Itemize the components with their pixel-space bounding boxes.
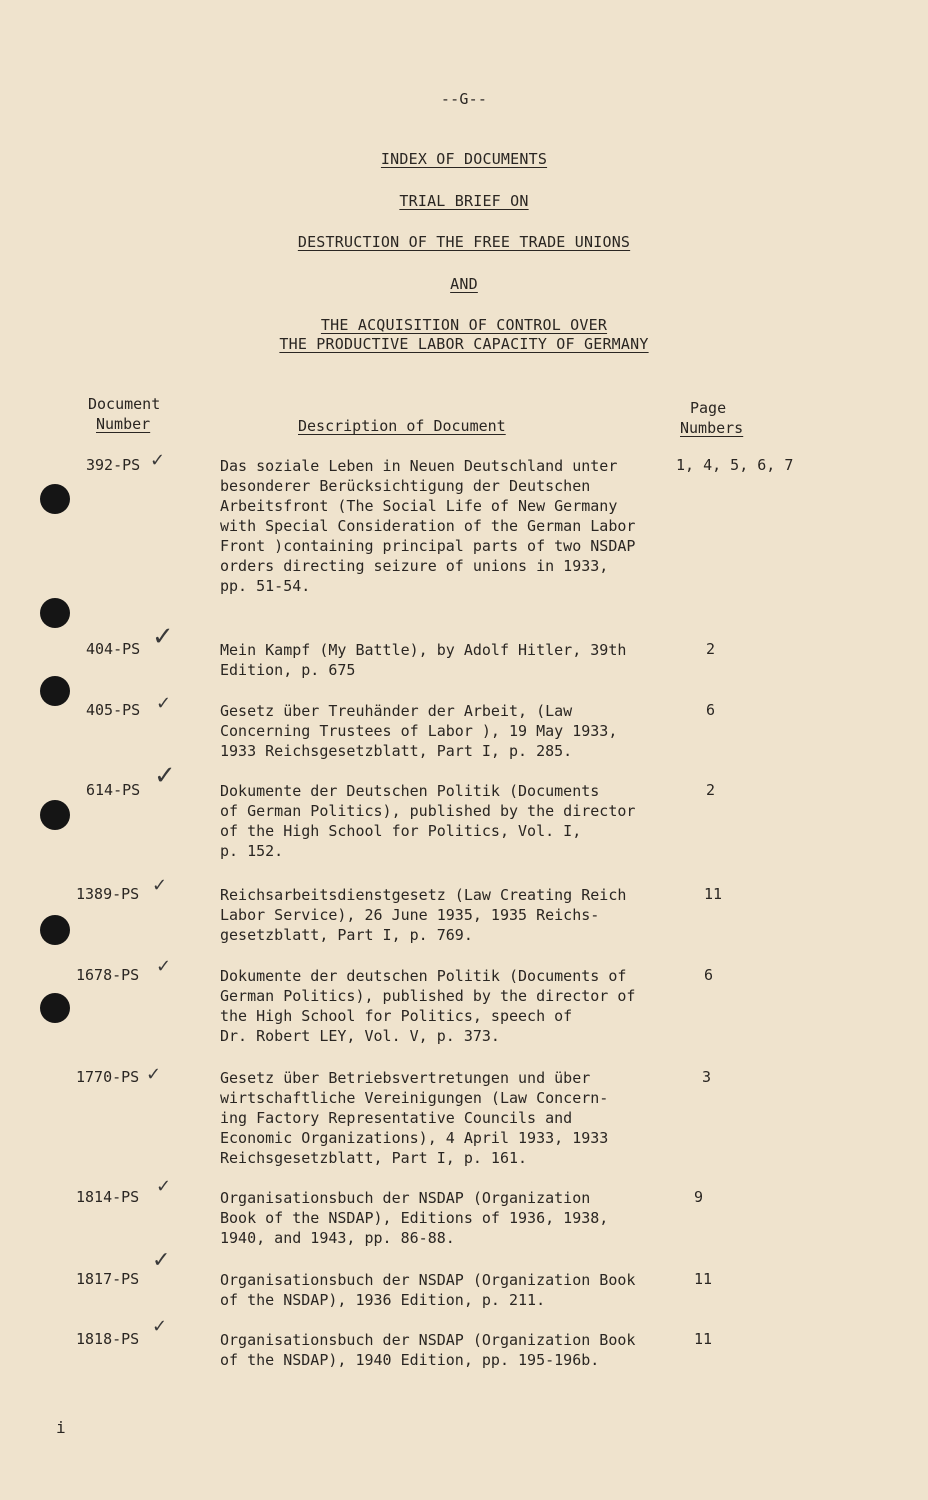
heading-index: INDEX OF DOCUMENTS <box>380 150 548 168</box>
doc-description: Organisationsbuch der NSDAP (Organization Book of the NSDAP), 1940 Edition, pp. 195-196b. <box>220 1331 636 1369</box>
doc-description: Gesetz über Betriebsvertretungen und über wirtschaftliche Vereinigungen (Law Concern- ing Factory Representative Councils and Economic Organizations), 4 April 1933, 1933 Reichsgesetzblatt, Part I, p. 161. <box>220 1069 609 1167</box>
doc-number: 1389-PS <box>76 885 140 903</box>
doc-pages: 2 <box>706 781 716 799</box>
doc-description: Das soziale Leben in Neuen Deutschland unter besonderer Berücksichtigung der Deutschen Arbeitsfront (The Social Life of New Germany with Special Consideration of the German Labor Front )containing principal parts of two NSDAP orders directing seizure of unions in 1933, pp. 51-54. <box>220 457 636 595</box>
column-header-pages-line1: Page <box>690 399 727 417</box>
heading-acquisition: THE ACQUISITION OF CONTROL OVER <box>320 316 608 334</box>
check-mark-icon: ✓ <box>146 1064 162 1085</box>
punch-hole <box>40 993 70 1023</box>
doc-number: 405-PS <box>86 701 141 719</box>
column-header-doc-number-line1: Document <box>88 395 161 413</box>
check-mark-icon: ✓ <box>152 622 174 652</box>
footer-page-number: i <box>56 1418 66 1437</box>
page-marker: --G-- <box>440 90 488 108</box>
check-mark-icon: ✓ <box>154 761 176 791</box>
doc-number: 404-PS <box>86 640 141 658</box>
doc-number: 1770-PS <box>76 1068 140 1086</box>
doc-pages: 9 <box>694 1188 704 1206</box>
column-header-description: Description of Document <box>298 417 506 435</box>
heading-destruction: DESTRUCTION OF THE FREE TRADE UNIONS <box>297 233 631 251</box>
heading-trial-brief: TRIAL BRIEF ON <box>399 192 529 210</box>
check-mark-icon: ✓ <box>152 1248 171 1273</box>
check-mark-icon: ✓ <box>150 450 166 471</box>
punch-hole <box>40 598 70 628</box>
column-header-doc-number-line2: Number <box>96 415 151 433</box>
doc-pages: 3 <box>702 1068 712 1086</box>
doc-pages: 6 <box>704 966 714 984</box>
check-mark-icon: ✓ <box>156 693 172 714</box>
doc-description: Gesetz über Treuhänder der Arbeit, (Law Concerning Trustees of Labor ), 19 May 1933, 1933 Reichsgesetzblatt, Part I, p. 285. <box>220 702 618 760</box>
heading-and: AND <box>450 275 478 293</box>
punch-hole <box>40 800 70 830</box>
doc-description: Dokumente der Deutschen Politik (Documents of German Politics), published by the director of the High School for Politics, Vol. I, p. 152. <box>220 782 636 860</box>
check-mark-icon: ✓ <box>156 956 172 977</box>
doc-pages: 11 <box>694 1270 713 1288</box>
doc-pages: 1, 4, 5, 6, 7 <box>676 456 794 474</box>
check-mark-icon: ✓ <box>156 1176 172 1197</box>
doc-number: 392-PS <box>86 456 141 474</box>
punch-hole <box>40 915 70 945</box>
doc-pages: 11 <box>704 885 723 903</box>
column-header-pages-line2: Numbers <box>680 419 744 437</box>
doc-number: 614-PS <box>86 781 141 799</box>
doc-description: Organisationsbuch der NSDAP (Organization Book of the NSDAP), 1936 Edition, p. 211. <box>220 1271 636 1309</box>
column-header-doc-number <box>88 394 160 434</box>
doc-description: Dokumente der deutschen Politik (Documents of German Politics), published by the director of the High School for Politics, speech of Dr. Robert LEY, Vol. V, p. 373. <box>220 967 636 1045</box>
check-mark-icon: ✓ <box>152 1316 168 1337</box>
doc-pages: 2 <box>706 640 716 658</box>
punch-hole <box>40 484 70 514</box>
punch-hole <box>40 676 70 706</box>
doc-description: Mein Kampf (My Battle), by Adolf Hitler, 39th Edition, p. 675 <box>220 641 627 679</box>
doc-number: 1817-PS <box>76 1270 140 1288</box>
doc-description: Reichsarbeitsdienstgesetz (Law Creating Reich Labor Service), 26 June 1935, 1935 Reichs- gesetzblatt, Part I, p. 769. <box>220 886 627 944</box>
doc-pages: 11 <box>694 1330 713 1348</box>
doc-pages: 6 <box>706 701 716 719</box>
doc-description: Organisationsbuch der NSDAP (Organization Book of the NSDAP), Editions of 1936, 1938, 1940, and 1943, pp. 86-88. <box>220 1189 609 1247</box>
heading-productive-labor: THE PRODUCTIVE LABOR CAPACITY OF GERMANY <box>279 335 649 353</box>
column-header-pages <box>680 398 743 438</box>
doc-number: 1818-PS <box>76 1330 140 1348</box>
doc-number: 1678-PS <box>76 966 140 984</box>
doc-number: 1814-PS <box>76 1188 140 1206</box>
check-mark-icon: ✓ <box>152 875 168 896</box>
